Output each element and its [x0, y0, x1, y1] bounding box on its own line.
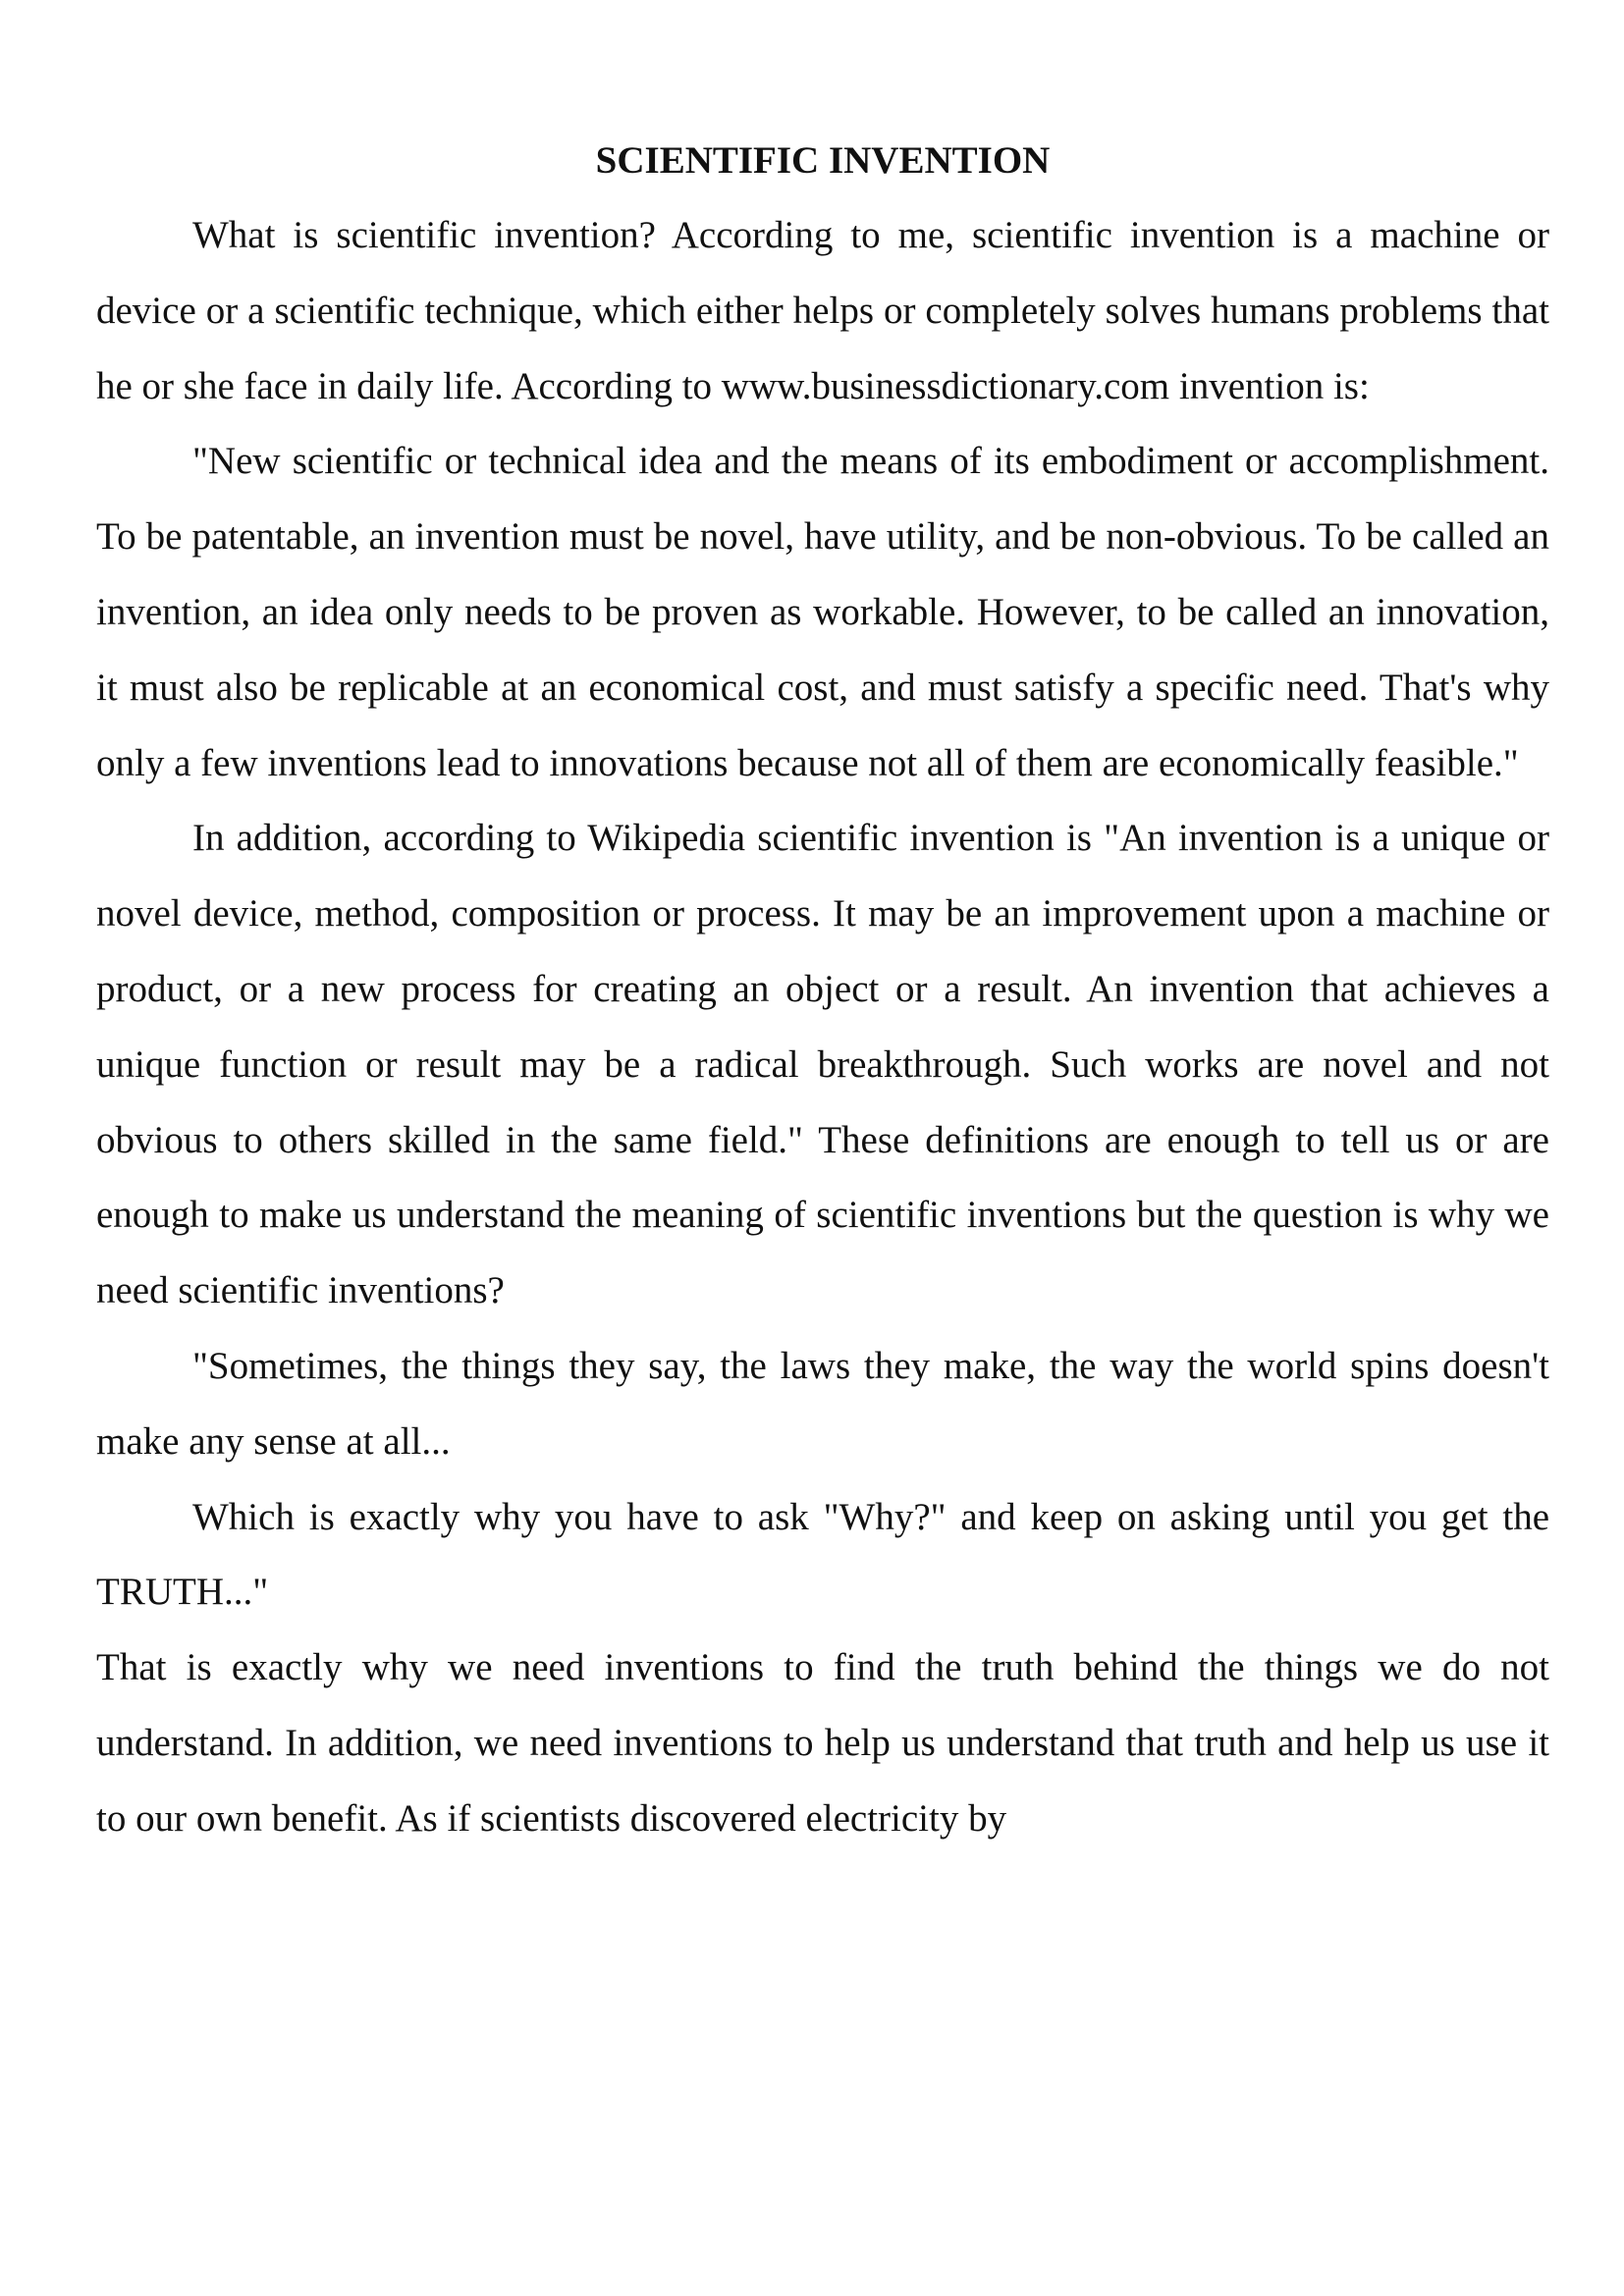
paragraph-wikipedia-definition: In addition, according to Wikipedia scientific invention is "An invention is a unique or novel device, method, composition or process. It may be an improvement upon a machine or product, or a new process for creating an object or a result. An invention that achieves a unique function or result may be a radical breakthrough. Such works are novel and not obvious to others skilled in the same field." These definitions are enough to tell us or are enough to make us understand the meaning of scientific inventions but the question is why we need scientific inventions? — [96, 817, 1549, 1312]
paragraph-business-dictionary-quote: "New scientific or technical idea and the means of its embodiment or accomplishment. To be patentable, an invention must be novel, have utility, and be non-obvious. To be called an invention, an idea only needs to be proven as workable. However, to be called an innovation, it must also be replicable at an economical cost, and must satisfy a specific need. That's why only a few inventions lead to innovations because not all of them are economically feasible." — [96, 440, 1549, 784]
paragraph-quote-sometimes: "Sometimes, the things they say, the laws they make, the way the world spins doesn't make any sense at all... — [96, 1344, 1549, 1463]
paragraph-definition-intro: What is scientific invention? According to me, scientific invention is a machine or device or a scientific technique, which either helps or completely solves humans problems that he or she face in daily life. According to www.businessdictionary.com invention is: — [96, 214, 1549, 407]
document-title: SCIENTIFIC INVENTION — [595, 139, 1051, 182]
paragraph-quote-why: Which is exactly why you have to ask "Why?" and keep on asking until you get the TRUTH..." — [96, 1495, 1549, 1614]
document-page — [96, 132, 1549, 1857]
paragraph-why-inventions: That is exactly why we need inventions to find the truth behind the things we do not understand. In addition, we need inventions to help us understand that truth and help us use it to our own benefit. As if scientists discovered electricity by — [96, 1646, 1549, 1840]
